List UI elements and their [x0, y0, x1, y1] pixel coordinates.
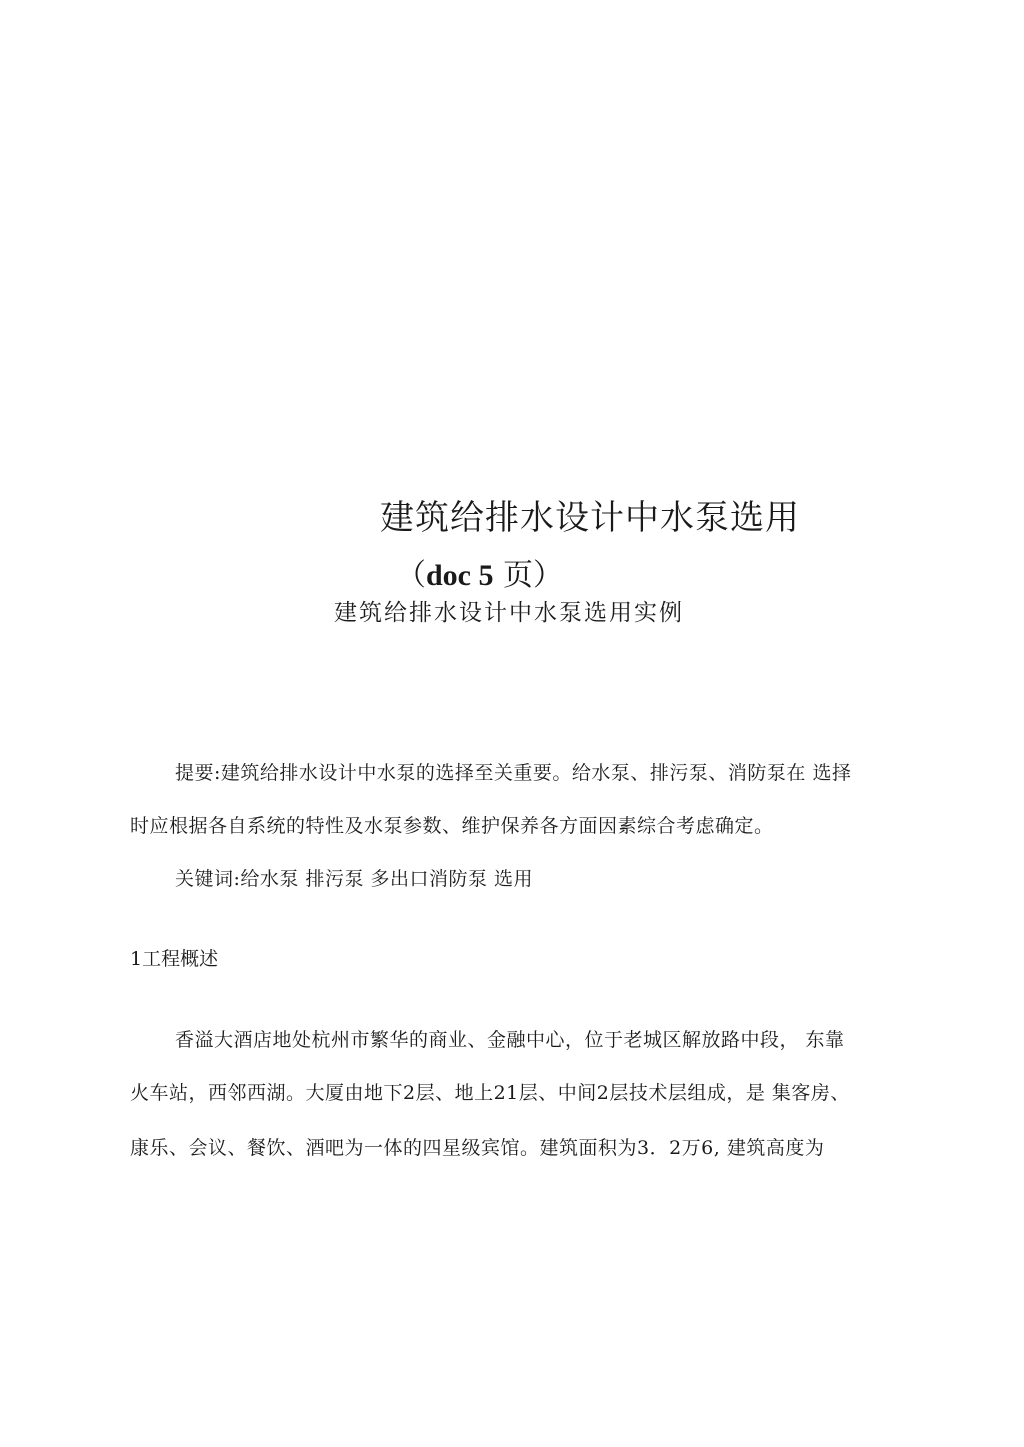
keywords-line: 关键词:给水泵 排污泵 多出口消防泵 选用	[175, 868, 534, 890]
subtitle-close-paren: ）	[533, 558, 564, 593]
section-paragraph-line-2: 火车站，西邻西湖。大厦由地下2层、地上21层、中间2层技术层组成，是 集客房、	[130, 1082, 850, 1104]
subtitle-open-paren: （	[396, 558, 426, 593]
subtitle-page-word: 页	[493, 558, 534, 593]
document-title: 建筑给排水设计中水泵选用	[380, 498, 800, 538]
section-heading: 1工程概述	[130, 948, 219, 970]
section-paragraph-line-3: 康乐、会议、餐饮、酒吧为一体的四星级宾馆。建筑面积为3．2万6, 建筑高度为	[130, 1137, 825, 1159]
abstract-line-1: 提要:建筑给排水设计中水泵的选择至关重要。给水泵、排污泵、消防泵在 选择	[175, 762, 852, 784]
abstract-line-2: 时应根据各自系统的特性及水泵参数、维护保养各方面因素综合考虑确定。	[130, 815, 774, 837]
subtitle-doc-count: doc 5	[426, 559, 494, 592]
document-caption: 建筑给排水设计中水泵选用实例	[334, 600, 684, 626]
section-paragraph-line-1: 香溢大酒店地处杭州市繁华的商业、金融中心，位于老城区解放路中段， 东靠	[175, 1029, 845, 1051]
document-subtitle	[396, 550, 563, 594]
